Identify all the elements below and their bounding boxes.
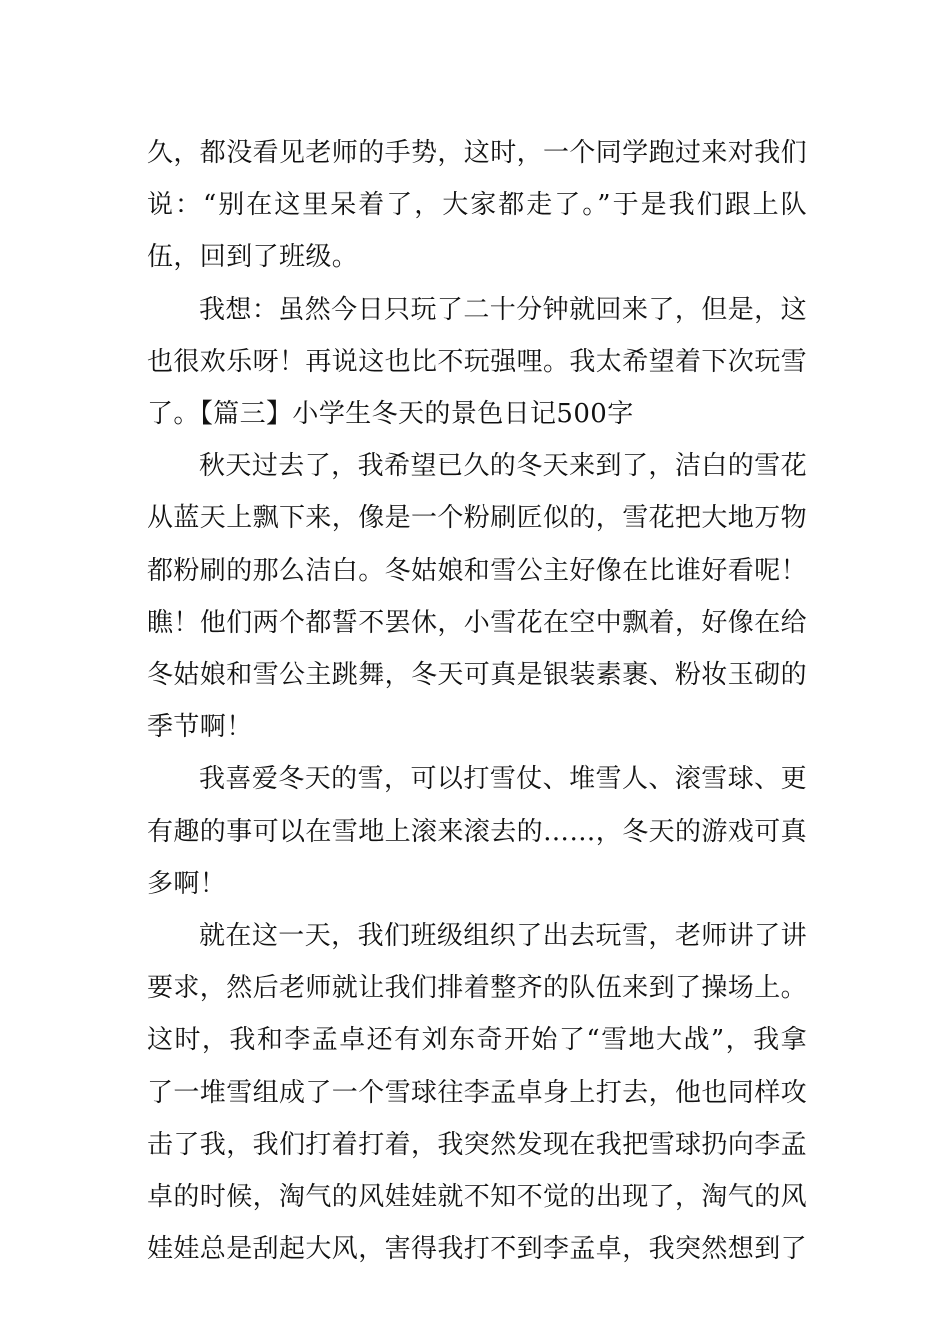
text-line: 瞧！他们两个都誓不罢休，小雪花在空中飘着，好像在给 <box>147 607 808 638</box>
paragraph <box>147 753 807 910</box>
text-line: 这时，我和李孟卓还有刘东奇开始了“雪地大战”，我拿 <box>147 1025 807 1056</box>
text-line: 也很欢乐呀！再说这也比不玩强哩。我太希望着下次玩雪 <box>147 346 808 377</box>
text-line: 季节啊！ <box>147 712 253 743</box>
paragraph <box>147 284 807 441</box>
text-line: 了一堆雪组成了一个雪球往李孟卓身上打去，他也同样攻 <box>147 1077 808 1108</box>
text-line: 就在这一天，我们班级组织了出去玩雪，老师讲了讲 <box>199 921 807 952</box>
text-line: 要求，然后老师就让我们排着整齐的队伍来到了操场上。 <box>147 973 808 1004</box>
text-line: 我想：虽然今日只玩了二十分钟就回来了，但是，这 <box>199 294 807 325</box>
text-line: 多啊！ <box>147 868 227 899</box>
text-line: 说：“别在这里呆着了，大家都走了。”于是我们跟上队 <box>147 190 807 221</box>
text-line: 冬姑娘和雪公主跳舞，冬天可真是银装素裹、粉妆玉砌的 <box>147 660 808 691</box>
section-heading: 【篇三】小学生冬天的景色日记500字 <box>199 399 634 430</box>
text-line: 我喜爱冬天的雪，可以打雪仗、堆雪人、滚雪球、更 <box>199 764 807 795</box>
text-line: 娃娃总是刮起大风，害得我打不到李孟卓，我突然想到了 <box>147 1234 808 1265</box>
paragraph <box>147 127 807 284</box>
paragraph <box>147 910 807 1275</box>
text-line: 击了我，我们打着打着，我突然发现在我把雪球扔向李孟 <box>147 1129 808 1160</box>
text-line: 都粉刷的那么洁白。冬姑娘和雪公主好像在比谁好看呢！ <box>147 555 808 586</box>
text-line: 秋天过去了，我希望已久的冬天来到了，洁白的雪花 <box>199 451 807 482</box>
document-body <box>147 127 807 1275</box>
paragraph-tail: 了。 <box>147 399 200 430</box>
paragraph <box>147 440 807 753</box>
text-line: 从蓝天上飘下来，像是一个粉刷匠似的，雪花把大地万物 <box>147 503 808 534</box>
text-line: 久，都没看见老师的手势，这时，一个同学跑过来对我们 <box>147 138 808 168</box>
text-line: 有趣的事可以在雪地上滚来滚去的……，冬天的游戏可真 <box>147 816 808 847</box>
text-line <box>147 388 807 440</box>
text-line: 伍，回到了班级。 <box>147 242 359 273</box>
text-line: 卓的时候，淘气的风娃娃就不知不觉的出现了，淘气的风 <box>147 1182 808 1213</box>
